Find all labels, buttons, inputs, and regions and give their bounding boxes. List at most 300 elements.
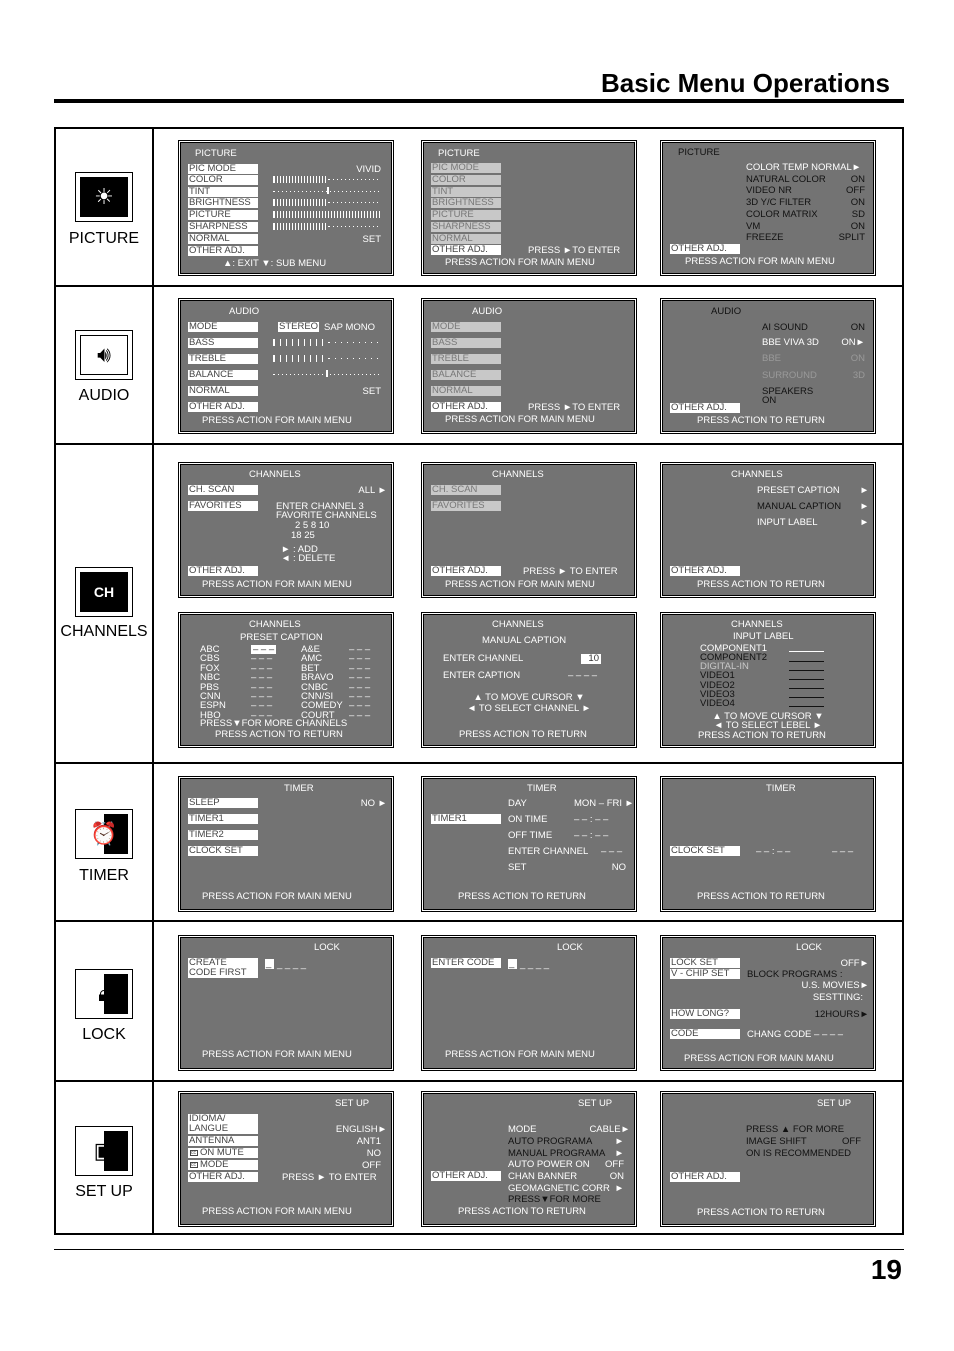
code-cursor[interactable]: _ [508, 959, 517, 969]
movies-value[interactable]: U.S. MOVIES► [801, 980, 869, 991]
option-label: BBE [762, 353, 782, 364]
bass-slider[interactable] [273, 339, 328, 346]
screen-footer: PRESS ACTION FOR MAIN MENU [202, 415, 352, 426]
menu-item[interactable]: OTHER ADJ. [188, 246, 258, 256]
screen-footer: PRESS ACTION FOR MAIN MANU [684, 1053, 834, 1064]
screen-footer: PRESS ACTION FOR MAIN MENU [445, 414, 595, 425]
option-value: ON► [841, 337, 865, 348]
preset-caption-item[interactable]: PRESET CAPTION [757, 485, 840, 496]
screen-title: CHANNELS [249, 619, 301, 630]
timer-setting-screen [423, 778, 635, 910]
label-field[interactable] [789, 670, 824, 671]
screen-footer: PRESS ACTION FOR MAIN MENU [202, 579, 352, 590]
enter-channel: ENTER CHANNEL 3 [276, 501, 364, 512]
treble-slider[interactable] [273, 355, 328, 362]
screen-title: LOCK [314, 942, 340, 953]
label-field[interactable] [789, 661, 824, 662]
screen-footer: PRESS ACTION TO RETURN [697, 415, 825, 426]
label-field[interactable] [789, 697, 824, 698]
menu-item-selected[interactable]: OTHER ADJ. [670, 1172, 740, 1182]
langue-label: LANGUE [189, 1122, 229, 1134]
timer-label: TIMER [79, 867, 129, 884]
label-field[interactable] [789, 706, 824, 707]
menu-item[interactable]: CH. SCAN [431, 485, 501, 495]
screen-footer: PRESS ACTION TO RETURN [459, 729, 587, 740]
option-value: ON [762, 395, 777, 406]
manual-caption-item[interactable]: MANUAL CAPTION [757, 501, 842, 512]
lock-set-item[interactable]: LOCK SET [670, 958, 740, 968]
screen-title: CHANNELS [249, 469, 301, 480]
setup-submenu-screen [423, 1093, 635, 1225]
idioma-item[interactable] [188, 1114, 258, 1134]
option-value: ON [850, 322, 865, 333]
option-label: AI SOUND [762, 322, 808, 333]
recommendation-text: ON IS RECOMMENDED [746, 1148, 852, 1159]
option-value: SD [851, 209, 865, 220]
slider-track [328, 358, 381, 359]
option-label[interactable]: AUTO PROGRAMA [508, 1136, 593, 1147]
channel-name: ESPN [200, 700, 226, 712]
press-more-hint: PRESS ▲ FOR MORE [746, 1124, 845, 1135]
speaker-icon: 🔊︎ [75, 330, 133, 380]
setup-menu-screen [180, 1093, 392, 1225]
channels-menu-screen [180, 464, 392, 596]
option-label: DAY [508, 798, 527, 809]
color-slider[interactable] [273, 176, 328, 183]
picture-label: PICTURE [68, 230, 140, 247]
sleep-value: NO ► [360, 798, 387, 809]
menu-item-selected[interactable]: TIMER1 [431, 814, 501, 824]
timer-menu-screen [180, 778, 392, 910]
option-label: COLOR MATRIX [746, 209, 818, 220]
balance-slider[interactable] [326, 370, 328, 377]
screen-title: PICTURE [438, 148, 480, 159]
bbe-viva-row[interactable]: BBE VIVA 3D [762, 337, 819, 348]
press-enter-hint: PRESS ►TO ENTER [528, 402, 621, 413]
screen-title: SET UP [817, 1098, 852, 1109]
channels-submenu-screen [423, 464, 635, 596]
menu-item[interactable]: COLOR [431, 175, 501, 185]
screen-title: SET UP [578, 1098, 613, 1109]
menu-item[interactable]: BASS [188, 338, 258, 348]
idioma-label: IDIOMA/ [189, 1113, 226, 1124]
menu-item[interactable]: FAVORITES [431, 501, 501, 511]
cc-icon: cc [191, 1150, 196, 1156]
option-value: OFF [846, 185, 865, 196]
favorite-numbers: 2 5 8 10 [295, 520, 330, 531]
menu-item[interactable]: SHARPNESS [431, 222, 501, 232]
channels-label: CHANNELS [60, 623, 148, 640]
menu-item[interactable]: TIMER1 [188, 814, 258, 824]
lock-label: LOCK [82, 1026, 126, 1043]
screen-footer: PRESS ACTION FOR MAIN MENU [445, 1049, 595, 1060]
label-field[interactable] [789, 688, 824, 689]
page-number: 19 [870, 1254, 902, 1285]
audio-menu-screen [180, 300, 392, 432]
option-label: CHAN BANNER [508, 1171, 578, 1182]
channels-other-adj-screen [662, 464, 874, 596]
input-label-item[interactable]: VIDEO2 [700, 680, 735, 691]
option-label: NATURAL COLOR [746, 174, 826, 185]
select-label-hint: ◄ TO SELECT LEBEL ► [713, 720, 823, 731]
row-divider [56, 1080, 902, 1082]
lock-create-screen [180, 937, 392, 1069]
code-first-label: CODE FIRST [189, 966, 247, 978]
audio-label: AUDIO [78, 387, 130, 404]
picture-menu-screen [180, 142, 392, 274]
screen-subtitle: MANUAL CAPTION [482, 635, 567, 646]
input-label-item[interactable]: INPUT LABEL [757, 517, 818, 528]
option-label[interactable]: MANUAL PROGRAMA [508, 1148, 606, 1159]
select-channel-hint: ◄ TO SELECT CHANNEL ► [466, 703, 592, 714]
screen-footer: PRESS ACTION TO RETURN [697, 891, 825, 902]
menu-item[interactable]: NORMAL [188, 386, 258, 396]
tv-channel-icon: CH [75, 567, 133, 617]
label-field[interactable] [789, 679, 824, 680]
picture-submenu-screen [423, 142, 635, 274]
channel-name: AMC [301, 653, 323, 665]
caption-input[interactable]: – – – – [568, 670, 598, 681]
input-label-item[interactable]: COMPONENT2 [700, 652, 768, 663]
menu-item[interactable]: MODE [431, 322, 501, 332]
option-label: VM [746, 221, 761, 232]
option-label: SPEAKERS [762, 386, 814, 397]
screen-footer: PRESS ACTION TO RETURN [697, 579, 825, 590]
lock-settings-screen [662, 937, 874, 1069]
screen-footer: PRESS ACTION TO RETURN [215, 729, 343, 740]
screen-footer: PRESS ACTION FOR MAIN MENU [445, 257, 595, 268]
screen-title: PICTURE [678, 147, 720, 158]
menu-item[interactable]: BRIGHTNESS [431, 198, 501, 208]
caption-field[interactable]: – – – [349, 700, 371, 712]
channel-name: CNN [200, 691, 221, 702]
menu-item-selected[interactable]: OTHER ADJ. [431, 402, 501, 412]
enter-code-item[interactable]: ENTER CODE [431, 958, 501, 968]
arrow-right-icon: ► [614, 1183, 624, 1194]
caption-field[interactable]: – – – [349, 644, 371, 655]
add-hint: ► : ADD [281, 544, 318, 555]
clock-time-value[interactable]: – – : – – [756, 846, 791, 857]
press-enter-hint: PRESS ► TO ENTER [282, 1172, 377, 1183]
menu-item[interactable]: FAVORITES [188, 501, 258, 511]
screen-title: AUDIO [711, 306, 742, 317]
screen-title: CHANNELS [731, 619, 783, 630]
caption-field[interactable]: – – – [349, 662, 371, 674]
menu-item-selected[interactable]: OTHER ADJ. [431, 566, 501, 576]
caption-field[interactable]: – – – [251, 662, 273, 674]
lock-set-value: OFF► [840, 958, 869, 969]
row-divider [56, 443, 902, 445]
menu-item[interactable]: NORMAL [431, 234, 501, 244]
menu-item-selected[interactable]: OTHER ADJ. [670, 566, 740, 576]
antenna-item[interactable]: ANTENNA [188, 1136, 258, 1146]
favorite-channels-label: FAVORITE CHANNELS [276, 510, 377, 521]
option-value[interactable]: ON [609, 1171, 624, 1182]
more-hint: PRESS▼FOR MORE [508, 1194, 601, 1205]
channel-name: COMEDY [301, 700, 343, 712]
screen-title: LOCK [557, 942, 583, 953]
input-label-item[interactable]: VIDEO3 [700, 689, 735, 700]
menu-item[interactable]: PIC MODE [188, 164, 258, 174]
setup-other-adj-screen [662, 1093, 874, 1225]
preset-caption-screen [180, 614, 392, 746]
enter-caption-label: ENTER CAPTION [443, 670, 521, 681]
screen-title: TIMER [527, 783, 557, 794]
channel-name: BRAVO [301, 672, 334, 684]
manual-caption-screen [423, 614, 635, 746]
screen-footer: PRESS ACTION FOR MAIN MENU [685, 256, 835, 267]
vchip-set-item[interactable]: V - CHIP SET [670, 969, 740, 979]
code-cursor[interactable]: _ [265, 959, 274, 969]
menu-item[interactable]: TINT [188, 187, 258, 197]
lock-enter-code-screen [423, 937, 635, 1069]
menu-item-selected[interactable]: OTHER ADJ. [431, 1171, 501, 1181]
caption-field[interactable]: – – – [251, 709, 273, 721]
caption-field[interactable]: – – – [253, 644, 275, 655]
cc-mute-item[interactable] [188, 1148, 258, 1158]
option-label: AUTO POWER ON [508, 1159, 590, 1170]
sharpness-slider[interactable] [273, 223, 328, 230]
option-label[interactable]: GEOMAGNETIC CORR [508, 1183, 610, 1194]
screen-title: CHANNELS [492, 619, 544, 630]
caption-field[interactable]: – – – [251, 653, 273, 665]
day-value[interactable]: MON – FRI ► [574, 798, 635, 809]
menu-item-selected[interactable]: OTHER ADJ. [670, 244, 740, 254]
create-code-box[interactable] [188, 958, 258, 978]
language-value: ENGLISH► [335, 1124, 387, 1135]
setup-icon: ▣ [75, 1126, 133, 1176]
arrow-right-icon: ► [859, 517, 869, 528]
menu-item[interactable]: NORMAL [188, 234, 258, 244]
menu-item-selected[interactable]: OTHER ADJ. [431, 245, 501, 255]
screen-footer: PRESS ACTION FOR MAIN MENU [202, 891, 352, 902]
row-divider [56, 920, 902, 922]
set-value[interactable]: NO [611, 862, 626, 873]
slider-track [328, 202, 381, 203]
delete-hint: ◄ : DELETE [281, 553, 336, 564]
menu-item[interactable]: PICTURE [188, 210, 258, 220]
hours-value: 12HOURS► [814, 1009, 869, 1020]
menu-item[interactable]: TREBLE [431, 354, 501, 364]
channel-name: A&E [301, 644, 321, 655]
menu-item[interactable]: BALANCE [188, 370, 258, 380]
header-rule [54, 99, 904, 103]
favorite-numbers: 18 25 [291, 530, 315, 541]
channel-name: NBC [200, 672, 221, 684]
picture-icon: ☀ [75, 172, 133, 222]
option-label: ON TIME [508, 814, 548, 825]
cc-mode-label: MODE [200, 1159, 229, 1170]
screen-subtitle: INPUT LABEL [733, 631, 794, 642]
menu-item[interactable]: PICTURE [431, 210, 501, 220]
stereo-option[interactable]: STEREO [279, 321, 319, 332]
row-divider [56, 762, 902, 764]
move-cursor-hint: ▲ TO MOVE CURSOR ▼ [712, 711, 824, 722]
screen-footer: PRESS ACTION FOR MAIN MENU [202, 1049, 352, 1060]
block-programs-label: BLOCK PROGRAMS : [747, 969, 843, 980]
create-label: CREATE [189, 957, 227, 968]
option-label: FREEZE [746, 232, 784, 243]
menu-item[interactable]: PIC MODE [431, 163, 501, 173]
arrow-right-icon: ► [614, 1148, 624, 1159]
menu-item-selected[interactable]: OTHER ADJ. [670, 403, 740, 413]
screen-title: AUDIO [472, 306, 503, 317]
channel-name: HBO [200, 709, 221, 721]
screen-footer: ▲: EXIT ▼: SUB MENU [223, 258, 327, 269]
press-enter-hint: PRESS ► TO ENTER [523, 566, 618, 577]
input-label-screen [662, 614, 874, 746]
change-code-field[interactable]: CHANG CODE – – – – [747, 1029, 844, 1040]
move-cursor-hint: ▲ TO MOVE CURSOR ▼ [473, 692, 585, 703]
arrow-right-icon: ► [859, 501, 869, 512]
screen-footer: PRESS ACTION FOR MAIN MENU [202, 1206, 352, 1217]
channel-name: CNBC [301, 681, 328, 693]
page-title: Basic Menu Operations [601, 68, 890, 98]
caption-field[interactable]: – – – [251, 681, 273, 693]
antenna-value: ANT1 [356, 1136, 381, 1147]
lock-icon: 🔒︎ [75, 969, 133, 1019]
setting-label: SESTTING: [812, 992, 863, 1003]
caption-field[interactable]: – – – [251, 672, 273, 684]
option-label: OFF TIME [508, 830, 553, 841]
option-label: SURROUND [762, 370, 817, 381]
menu-item[interactable]: OTHER ADJ. [188, 402, 258, 412]
pic-mode-value: VIVID [356, 164, 381, 175]
menu-item[interactable]: NORMAL [431, 386, 501, 396]
audio-submenu-screen [423, 300, 635, 432]
clock-channel-value[interactable]: – – – [832, 846, 854, 857]
screen-title: AUDIO [229, 306, 260, 317]
arrow-right-icon: ► [614, 1136, 624, 1147]
caption-field[interactable]: – – – [349, 681, 371, 693]
input-label-item[interactable]: VIDEO1 [700, 670, 735, 681]
color-temp-row[interactable]: COLOR TEMP NORMAL► [746, 162, 862, 173]
channel-name: CBS [200, 653, 220, 665]
press-enter-hint: PRESS ►TO ENTER [528, 245, 621, 256]
menu-item[interactable]: TREBLE [188, 354, 258, 364]
picture-slider[interactable] [273, 211, 381, 218]
menu-item[interactable]: TINT [431, 187, 501, 197]
menu-item[interactable]: BRIGHTNESS [188, 198, 258, 208]
screen-title: LOCK [796, 942, 822, 953]
option-label: 3D Y/C FILTER [746, 197, 812, 208]
enter-channel-label: ENTER CHANNEL [443, 653, 524, 664]
mode-value[interactable]: CABLE► [589, 1124, 630, 1135]
image-shift-value[interactable]: OFF [842, 1136, 861, 1147]
option-value: ON [850, 174, 865, 185]
screen-title: TIMER [766, 783, 796, 794]
cc-mode-item[interactable] [188, 1160, 258, 1170]
menu-item[interactable]: OTHER ADJ. [188, 566, 258, 576]
caption-field[interactable]: – – – [349, 691, 371, 702]
input-label-item[interactable]: COMPONENT1 [700, 643, 768, 654]
option-value: 3D [852, 370, 865, 381]
menu-item[interactable]: TIMER2 [188, 830, 258, 840]
code-input[interactable]: _ _ _ _ [520, 959, 550, 970]
option-value: ON [850, 221, 865, 232]
screen-footer: PRESS ACTION TO RETURN [458, 891, 586, 902]
brightness-slider[interactable] [273, 199, 328, 206]
row-divider [56, 285, 902, 287]
menu-item[interactable]: MODE [188, 322, 258, 332]
channel-name: FOX [200, 662, 220, 674]
screen-subtitle: PRESET CAPTION [240, 632, 323, 643]
menu-item[interactable]: BALANCE [431, 370, 501, 380]
menu-item-selected[interactable]: CLOCK SET [670, 846, 740, 856]
label-field[interactable] [789, 651, 824, 652]
caption-field[interactable]: – – – [349, 653, 371, 665]
menu-item[interactable]: OTHER ADJ. [188, 1172, 258, 1182]
screen-footer: PRESS ACTION TO RETURN [698, 730, 826, 741]
screen-title: SET UP [335, 1098, 370, 1109]
screen-footer: PRESS ACTION TO RETURN [697, 1207, 825, 1218]
image-shift-label: IMAGE SHIFT [746, 1136, 807, 1147]
on-time-value[interactable]: – – : – – [574, 814, 609, 825]
off-time-value[interactable]: – – : – – [574, 830, 609, 841]
menu-item[interactable]: COLOR [188, 175, 258, 185]
cc-mute-label: ON MUTE [200, 1147, 244, 1158]
scan-value: ALL ► [358, 485, 387, 496]
normal-set: SET [362, 234, 381, 245]
channel-input[interactable]: 10 [581, 654, 601, 664]
slider-track [328, 226, 381, 227]
menu-item[interactable]: CH. SCAN [188, 485, 258, 495]
clock-set-screen [662, 778, 874, 910]
cc-mute-value: NO [366, 1148, 381, 1159]
code-input[interactable]: _ _ _ _ [277, 959, 307, 970]
option-label: SET [508, 862, 527, 873]
screen-title: CHANNELS [492, 469, 544, 480]
how-long-item[interactable]: HOW LONG? [670, 1009, 740, 1019]
menu-item[interactable]: CLOCK SET [188, 846, 258, 856]
alarm-clock-icon: ⏰ [75, 809, 133, 859]
screen-title: TIMER [284, 783, 314, 794]
channel-name: BET [301, 662, 320, 674]
audio-other-adj-screen [662, 300, 874, 432]
channel-value[interactable]: – – – [601, 846, 623, 857]
channel-name: PBS [200, 681, 220, 693]
option-value: SPLIT [838, 232, 865, 243]
footer-rule [54, 1249, 904, 1250]
input-label-item[interactable]: DIGITAL-IN [700, 661, 749, 672]
code-item[interactable]: CODE [670, 1029, 740, 1039]
option-value: ON [850, 353, 865, 364]
tint-slider[interactable] [327, 187, 330, 194]
input-label-item[interactable]: VIDEO4 [700, 698, 735, 709]
caption-field[interactable]: – – – [349, 709, 371, 721]
cc-icon: cc [191, 1162, 196, 1168]
option-value[interactable]: OFF [605, 1159, 624, 1170]
caption-field[interactable]: – – – [251, 691, 273, 702]
arrow-right-icon: ► [859, 485, 869, 496]
caption-field[interactable]: – – – [349, 672, 371, 684]
option-label: VIDEO NR [746, 185, 792, 196]
slider-track [328, 179, 381, 180]
screen-footer: PRESS ACTION FOR MAIN MENU [445, 579, 595, 590]
channel-name: CNN/SI [301, 691, 334, 702]
sap-mono-options[interactable]: SAP MONO [324, 322, 376, 333]
caption-field[interactable]: – – – [251, 700, 273, 712]
screen-title: PICTURE [195, 148, 237, 159]
menu-item[interactable]: SLEEP [188, 798, 258, 808]
picture-other-adj-screen [662, 142, 874, 274]
menu-item[interactable]: BASS [431, 338, 501, 348]
cc-mode-value: OFF [362, 1160, 381, 1171]
normal-set: SET [362, 386, 381, 397]
channel-name: ABC [200, 644, 220, 655]
channel-name: COURT [301, 709, 335, 721]
menu-item[interactable]: SHARPNESS [188, 222, 258, 232]
